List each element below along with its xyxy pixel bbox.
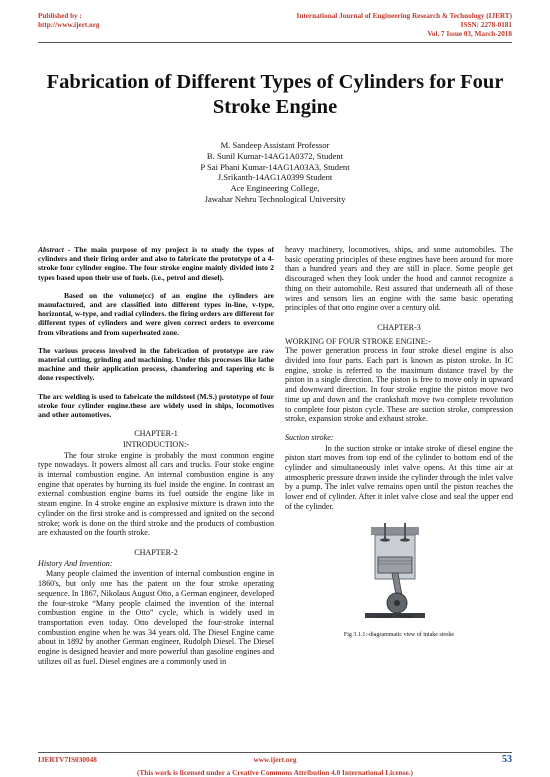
paper-id: IJERTV7IS030048: [38, 755, 97, 764]
author-line: M. Sandeep Assistant Professor: [220, 140, 330, 150]
working-text: The power generation process in four stroke diesel engine is also divided into four parts. Each part is known as piston stroke. In IC engine, stroke is referred to the maximum distance travel by the piston in a single direction. The piston is free to move only in upward and downward direction. In four stroke engine the piston move two time up and down and the crankshaft move two complete revolution to complete four piston cycle. These are suction stroke, compression stroke, expansion stroke and exhaust stroke.: [285, 346, 513, 424]
author-line: B. Sunil Kumar-14AG1A0372, Student: [206, 150, 344, 161]
chapter-2-heading: CHAPTER-2: [134, 547, 178, 557]
author-line: J.Srikanth-14AG1A0399 Student: [217, 172, 333, 183]
suction-text: In the suction stroke or intake stroke of diesel engine the piston start moves from top end of the cylinder to bottom end of the cylinder and simultaneously inlet valve opens. At this time air at atmospheric pressure drawn inside the cylinder through the inlet valve by a pump. The inlet valve remains open until the piston reaches the lower end of cylinder. After it inlet valve close and seal the upper end of the cylinder.: [285, 443, 513, 511]
abstract-para-3: The various process involved in the fabrication of prototype are raw material cutting, grinding and machining. Under this processes like lathe machine and their application process, chamfering and tapering etc is done respectively.: [38, 345, 274, 383]
issn: ISSN: 2278-0181: [460, 21, 512, 29]
footer-site-link[interactable]: www.ijert.org: [253, 755, 297, 764]
left-column: [38, 245, 274, 675]
header-right: [297, 12, 512, 39]
intake-stroke-illustration: [345, 521, 445, 621]
figure-inline-label: INTAKE STROKE: [375, 614, 414, 620]
figure-caption: Fig 3.1.1:-diagrammatic view of intake stroke: [343, 631, 455, 638]
header-site-link[interactable]: http://www.ijert.org: [38, 21, 100, 29]
abstract-para-2: Based on the volume(cc) of an engine the cylinders are manufactured, and are classified into different types in-line, v-type, horizontal, w-type, and radial cylinders. the firing orders are different for different types of cylinders and were given correct orders to overcome from vibrations and from superheated zone.: [38, 290, 274, 337]
right-column: [285, 245, 513, 640]
header-left: [38, 12, 99, 30]
author-block: [120, 140, 430, 205]
abstract-label: Abstract: [38, 245, 64, 254]
page-number: 53: [502, 754, 512, 765]
abstract-para-1: Abstract - The main purpose of my project is to study the types of cylinders and their firing order and also to fabricate the prototype of a 4-stroke four cylinder engine. The four stroke engine mainly divided into 2 types based upon their use of fuels. (i.e., petrol and diesel).: [38, 245, 274, 282]
license-notice: (This work is licensed under a Creative Commons Attribution 4.0 International License.): [136, 768, 413, 777]
author-line: Ace Engineering College,: [230, 183, 320, 194]
chapter-1-heading: CHAPTER-1: [134, 429, 178, 439]
introduction-heading: INTRODUCTION:-: [122, 439, 190, 449]
introduction-text: The four stroke engine is probably the most common engine type nowadays. It powers almost all cars and trucks. Four stoke engine is internal combustion engine. An internal combustion engine is any engine that operates by burning its fuel inside the engine. In contrast an external combustion engine burns its fuel outside the engine like in steam engine. In 4 stroke engine an explosive mixture is drawn into the cylinder on the first stroke and is compressed and ignited on the second stroke; work is done on the third stroke and the products of combustion are exhausted on the fourth stroke.: [38, 450, 274, 538]
intake-stroke-figure: [345, 521, 445, 629]
suction-heading: Suction stroke:: [285, 432, 334, 442]
footer-rule: [38, 752, 512, 753]
journal-name: International Journal of Engineering Research & Technology (IJERT): [296, 12, 512, 20]
chapter-3-heading: CHAPTER-3: [377, 322, 421, 332]
continued-text: heavy machinery, locomotives, ships, and some automobiles. The basic operating principles of these engines have been around for more than a hundred years and they are still in place. Some people get discouraged when they look under the hood and cannot recognize a thing on their automobile. Rest assured that underneath all of those wires and sensors lies an engine with the same basic operating principles of that otto engine over a century old.: [285, 245, 513, 313]
abstract-para-4: The arc welding is used to fabricate the mildsteel (M.S.) prototype of four stroke four cylinder engine.these are widely used in ships, locomotives and other automotives.: [38, 391, 274, 420]
volume-issue: Vol. 7 Issue 03, March-2018: [427, 30, 512, 38]
history-text: Many people claimed the invention of internal combustion engine in 1860's, but only one has the patent on the four stroke operating sequence. In 1867, Nikolaus August Otto, a German engineer, developed the four-stroke “Many people claimed the invention of the internal combustion engine in the Otto” cycle, which is widely used in transportation even today. Otto developed the four-stroke internal combustion engine when he was 34 years old. The Diesel Engine came about in 1892 by another German engineer, Rudolph Diesel. The Diesel engine is designed heavier and more powerful than gasoline engines and utilizes oil as fuel. Diesel engines are a commonly used in: [38, 569, 274, 666]
working-heading: WORKING OF FOUR STROKE ENGINE:-: [285, 336, 431, 346]
published-by: Published by :: [38, 12, 82, 20]
author-line: P Sai Phani Kumar-14AG1A03A3, Student: [200, 161, 350, 172]
author-line: Jawahar Nehru Technological University: [204, 193, 346, 204]
paper-title: Fabrication of Different Types of Cylinders for Four Stroke Engine: [46, 71, 504, 118]
history-heading: History And Invention:: [38, 558, 113, 568]
header-rule: [38, 42, 512, 43]
